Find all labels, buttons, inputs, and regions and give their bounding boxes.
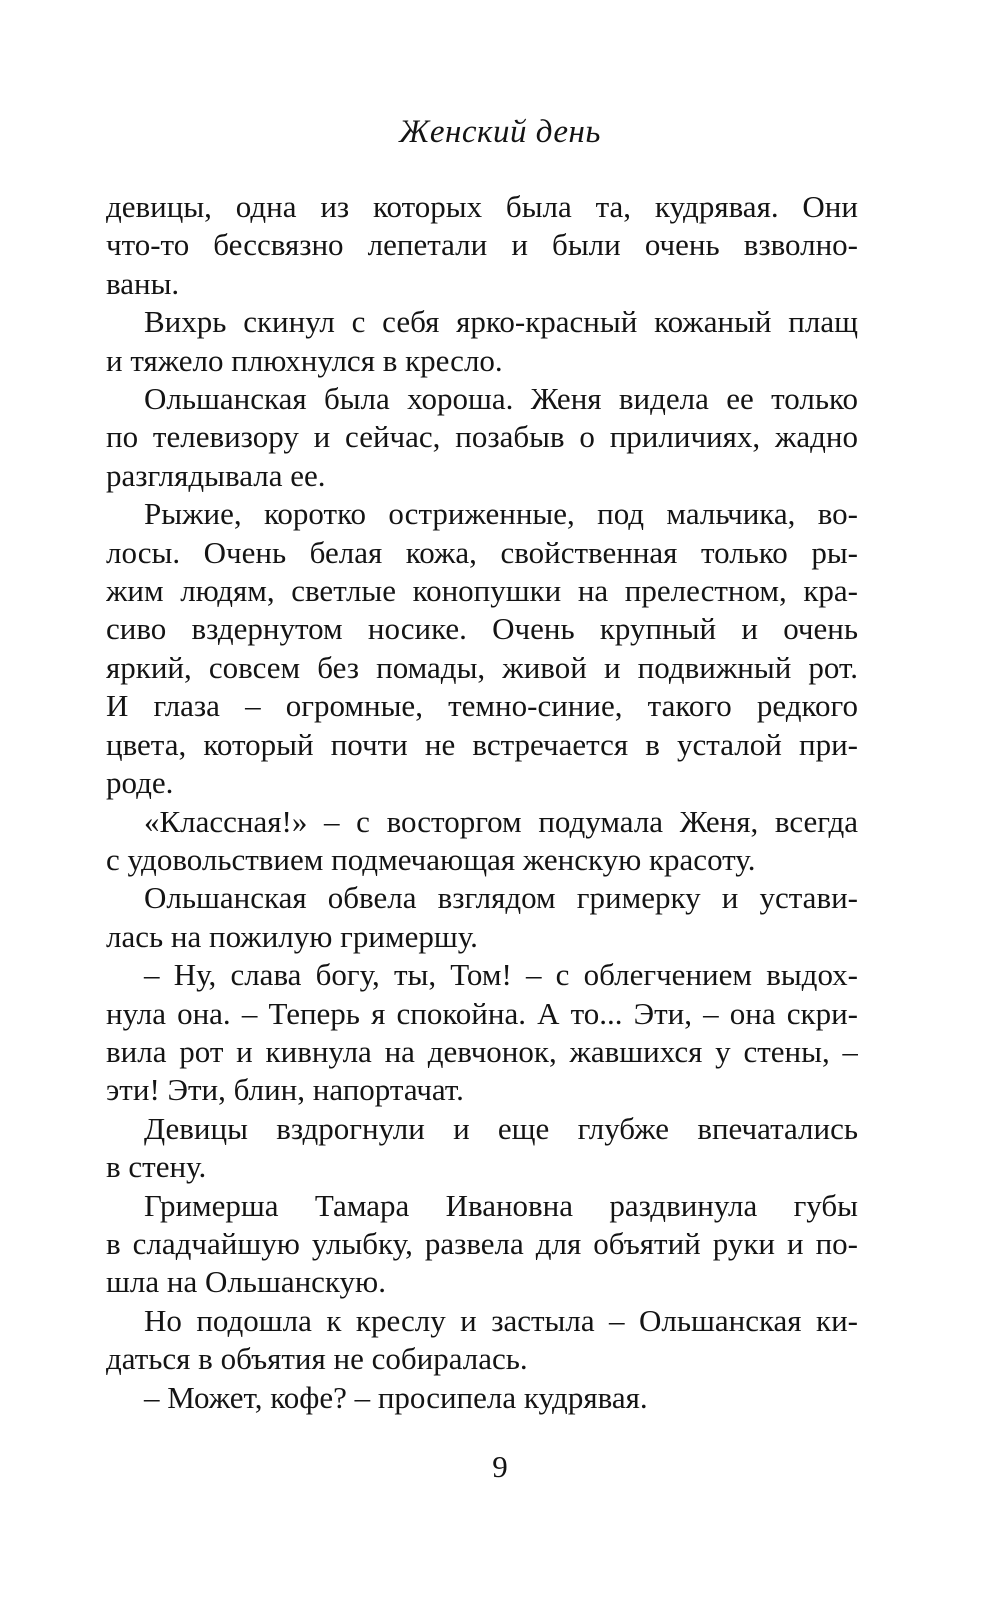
- text-line: с удовольствием подмечающая женскую красоту.: [106, 841, 756, 877]
- paragraph: [106, 188, 858, 303]
- body-text: [106, 188, 858, 1417]
- text-line: разглядывала ее.: [106, 457, 326, 493]
- paragraph: [106, 1187, 858, 1302]
- text-line: Гримерша Тамара Ивановна раздвинула губы: [144, 1187, 858, 1223]
- text-line: что-то бессвязно лепетали и были очень взволно-: [106, 227, 858, 263]
- paragraph: [106, 803, 858, 880]
- text-line: – Ну, слава богу, ты, Том! – с облегчением выдох-: [144, 957, 858, 993]
- text-line: даться в объятия не собиралась.: [106, 1341, 528, 1377]
- paragraph: [106, 1379, 858, 1417]
- text-line: Но подошла к креслу и застыла – Ольшанская ки-: [144, 1302, 858, 1338]
- text-line: – Может, кофе? – просипела кудрявая.: [144, 1379, 648, 1415]
- text-line: эти! Эти, блин, напортачат.: [106, 1072, 464, 1108]
- text-line: и тяжело плюхнулся в кресло.: [106, 342, 503, 378]
- text-line: цвета, который почти не встречается в усталой при-: [106, 726, 858, 762]
- text-line: нула она. – Теперь я спокойна. А то... Эти, – она скри-: [106, 995, 858, 1031]
- text-line: Рыжие, коротко остриженные, под мальчика, во-: [144, 496, 858, 532]
- text-line: яркий, совсем без помады, живой и подвижный рот.: [106, 649, 858, 685]
- text-line: в стену.: [106, 1149, 207, 1185]
- paragraph: [106, 1302, 858, 1379]
- text-line: лосы. Очень белая кожа, свойственная только ры-: [106, 534, 858, 570]
- text-line: ваны.: [106, 265, 180, 301]
- paragraph: [106, 303, 858, 380]
- paragraph: [106, 380, 858, 495]
- text-line: Вихрь скинул с себя ярко-красный кожаный плащ: [144, 304, 858, 340]
- text-line: в сладчайшую улыбку, развела для объятий руки и по-: [106, 1225, 858, 1261]
- text-line: по телевизору и сейчас, позабыв о приличиях, жадно: [106, 419, 858, 455]
- paragraph: [106, 956, 858, 1110]
- text-line: жим людям, светлые конопушки на прелестном, кра-: [106, 573, 858, 609]
- running-head-title: Женский день: [399, 114, 601, 150]
- paragraph: [106, 1110, 858, 1187]
- text-line: вила рот и кивнула на девчонок, жавшихся у стены, –: [106, 1033, 858, 1069]
- text-line: лась на пожилую гримершу.: [106, 918, 478, 954]
- text-line: Ольшанская была хороша. Женя видела ее только: [144, 381, 858, 417]
- text-line: девицы, одна из которых была та, кудрявая. Они: [106, 189, 858, 224]
- text-line: «Классная!» – с восторгом подумала Женя, всегда: [144, 803, 858, 839]
- paragraph: [106, 495, 858, 802]
- text-line: роде.: [106, 765, 174, 801]
- paragraph: [106, 879, 858, 956]
- text-line: шла на Ольшанскую.: [106, 1264, 386, 1300]
- text-line: сиво вздернутом носике. Очень крупный и очень: [106, 611, 858, 647]
- text-line: Девицы вздрогнули и еще глубже впечатались: [144, 1110, 858, 1146]
- text-line: И глаза – огромные, темно-синие, такого редкого: [106, 688, 858, 724]
- page-number: 9: [492, 1449, 508, 1484]
- text-line: Ольшанская обвела взглядом гримерку и устави-: [144, 880, 858, 916]
